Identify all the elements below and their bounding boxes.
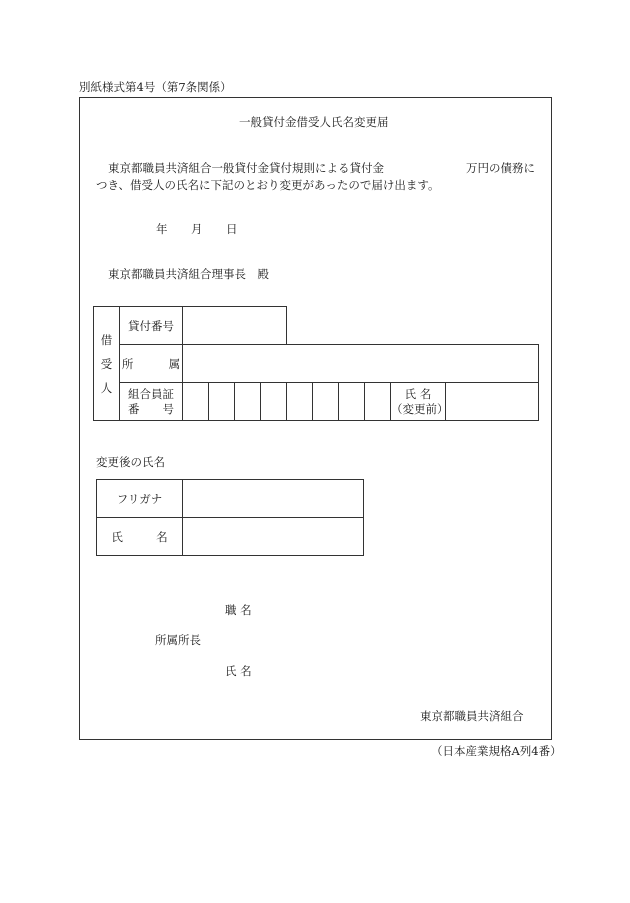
borrower-table — [93, 306, 539, 421]
borrower-side-label — [94, 307, 120, 421]
member-id-digit-4[interactable] — [261, 383, 287, 421]
form-title: 一般貸付金借受人氏名変更届 — [239, 115, 389, 129]
affiliation-label-2: 属 — [168, 356, 181, 371]
signer-name-label: 氏 名 — [225, 664, 252, 678]
member-id-digit-7[interactable] — [339, 383, 365, 421]
intro-line-1-left: 東京都職員共済組合一般貸付金貸付規則による貸付金 — [108, 161, 384, 175]
organization: 東京都職員共済組合 — [420, 709, 524, 723]
borrower-side-char-3: 人 — [100, 380, 113, 395]
member-id-label-1: 組合員証 — [128, 386, 174, 401]
addressee: 東京都職員共済組合理事長 殿 — [108, 267, 269, 281]
affiliation-label — [120, 345, 183, 383]
intro-line-2: つき、借受人の氏名に下記のとおり変更があったので届け出ます。 — [96, 178, 440, 192]
member-id-digit-5[interactable] — [287, 383, 313, 421]
affiliation-label-1: 所 — [121, 356, 134, 371]
date-month: 月 — [191, 222, 203, 236]
loan-number-label: 貸付番号 — [120, 307, 183, 345]
name-before-label-2: （変更前） — [391, 401, 449, 416]
member-id-label — [120, 383, 183, 421]
borrower-side-char-2: 受 — [100, 356, 113, 371]
form-label: 別紙様式第4号（第7条関係） — [79, 80, 232, 94]
paper-size-note: （日本産業規格A列4番） — [431, 744, 562, 758]
name-before-label-1: 氏 名 — [404, 386, 432, 401]
intro-line-1-right: 万円の債務に — [466, 161, 535, 175]
new-name-field[interactable] — [183, 518, 364, 556]
member-id-digit-1[interactable] — [183, 383, 209, 421]
new-name-heading: 変更後の氏名 — [96, 455, 165, 469]
borrower-side-char-1: 借 — [100, 332, 113, 347]
member-id-digit-3[interactable] — [235, 383, 261, 421]
member-id-label-2: 番 号 — [128, 401, 174, 416]
loan-number-blank — [287, 307, 539, 345]
head-label: 所属所長 — [155, 633, 201, 647]
loan-number-field[interactable] — [183, 307, 287, 345]
member-id-digit-8[interactable] — [365, 383, 391, 421]
furigana-field[interactable] — [183, 480, 364, 518]
furigana-label: フリガナ — [97, 480, 183, 518]
position-label: 職 名 — [225, 603, 252, 617]
affiliation-field[interactable] — [183, 345, 539, 383]
date-day: 日 — [226, 222, 238, 236]
name-before-field[interactable] — [446, 383, 539, 421]
new-name-label — [97, 518, 183, 556]
new-name-table — [96, 479, 364, 556]
name-before-label — [391, 383, 449, 421]
new-name-label-1: 氏 — [111, 529, 123, 544]
date-year: 年 — [156, 222, 168, 236]
member-id-digit-2[interactable] — [209, 383, 235, 421]
new-name-label-2: 名 — [156, 529, 168, 544]
member-id-digit-6[interactable] — [313, 383, 339, 421]
